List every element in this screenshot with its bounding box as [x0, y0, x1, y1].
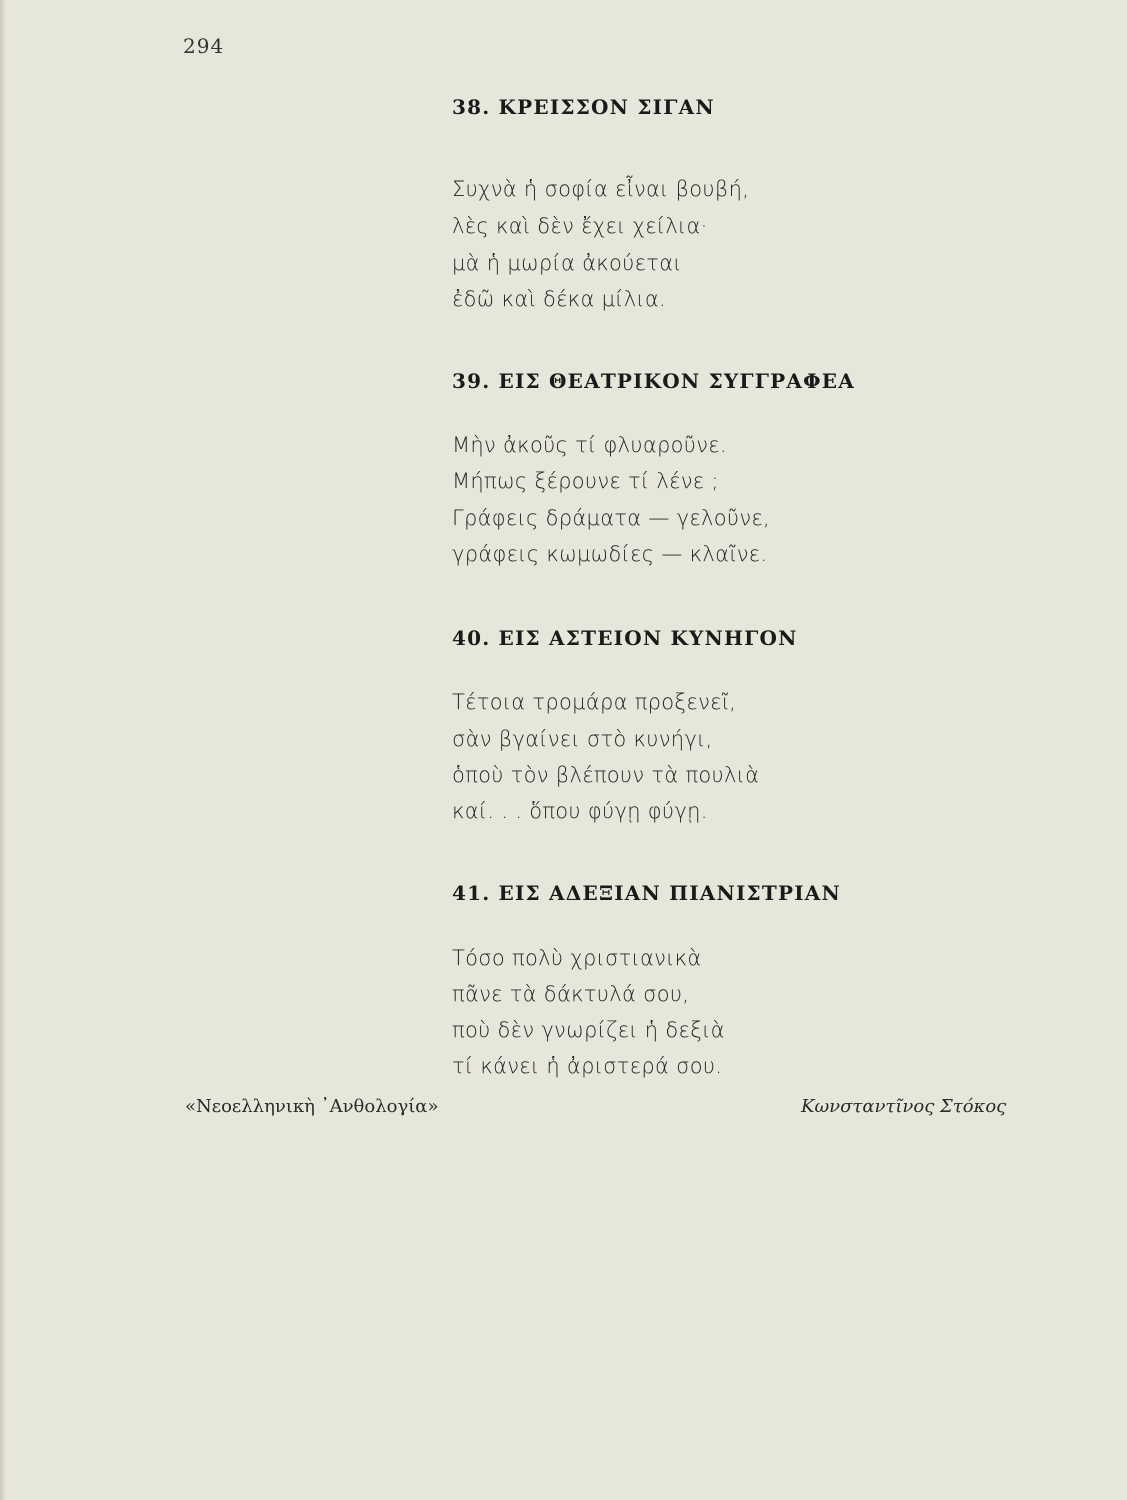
- poem-title: 39. ΕΙΣ ΘΕΑΤΡΙΚΟΝ ΣΥΓΓΡΑΦΕΑ: [452, 369, 855, 393]
- author-name: Κωνσταντῖνος Στόκος: [801, 1096, 1007, 1117]
- verse-line: σὰν βγαίνει στὸ κυνήγι,: [452, 727, 713, 751]
- verse-line: μὰ ἡ μωρία ἀκούεται: [452, 251, 682, 275]
- poem-title: 41. ΕΙΣ ΑΔΕΞΙΑΝ ΠΙΑΝΙΣΤΡΙΑΝ: [452, 881, 841, 905]
- page-number: 294: [183, 34, 225, 58]
- verse-line: πᾶνε τὰ δάκτυλά σου,: [452, 982, 690, 1006]
- verse-line: τί κάνει ἡ ἀριστερά σου.: [452, 1054, 723, 1078]
- poem-title: 40. ΕΙΣ ΑΣΤΕΙΟΝ ΚΥΝΗΓΟΝ: [452, 626, 798, 650]
- verse-line: ὁποὺ τὸν βλέπουν τὰ πουλιὰ: [452, 763, 760, 787]
- source-citation: «Νεοελληνικὴ ᾿Ανθολογία»: [185, 1096, 439, 1117]
- verse-line: Τόσο πολὺ χριστιανικὰ: [452, 946, 702, 970]
- verse-line: Μήπως ξέρουνε τί λένε ;: [452, 469, 719, 493]
- verse-line: Τέτοια τρομάρα προξενεῖ,: [452, 690, 737, 714]
- verse-line: Γράφεις δράματα — γελοῦνε,: [452, 506, 771, 530]
- verse-line: ποὺ δὲν γνωρίζει ἡ δεξιὰ: [452, 1018, 725, 1042]
- page-edge: [0, 0, 6, 1500]
- verse-line: Συχνὰ ἡ σοφία εἶναι βουβή,: [452, 177, 750, 201]
- verse-line: καί. . . ὅπου φύγῃ φύγῃ.: [452, 799, 708, 823]
- poem-title: 38. ΚΡΕΙΣΣΟΝ ΣΙΓΑΝ: [452, 95, 715, 119]
- verse-line: λὲς καὶ δὲν ἔχει χείλια·: [452, 214, 708, 238]
- verse-line: γράφεις κωμωδίες — κλαῖνε.: [452, 542, 768, 566]
- verse-line: ἐδῶ καὶ δέκα μίλια.: [452, 287, 667, 311]
- verse-line: Μὴν ἀκοῦς τί φλυαροῦνε.: [452, 433, 727, 457]
